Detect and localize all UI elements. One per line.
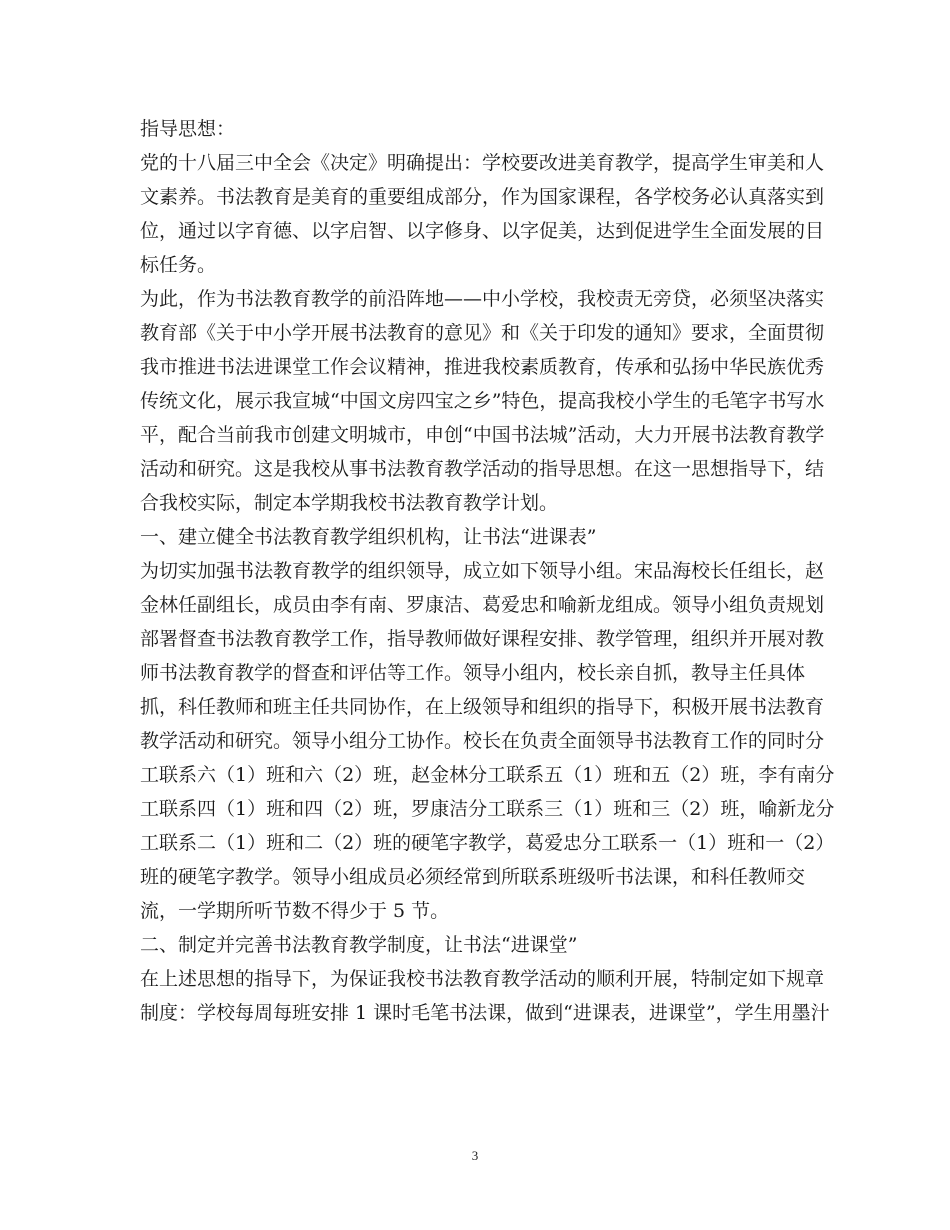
text-line: 班的硬笔字教学。领导小组成员必须经常到所联系班级听书法课，和科任教师交 [140,866,806,888]
text-line: 党的十八届三中全会《决定》明确提出：学校要改进美育教学，提高学生审美和人 [140,152,825,174]
text-line: 传统文化，展示我宣城“中国文房四宝之乡”特色，提高我校小学生的毛笔字书写水 [140,390,825,412]
text-line: 流，一学期所听节数不得少于 5 节。 [140,900,450,922]
text-line: 教学活动和研究。领导小组分工协作。校长在负责全面领导书法教育工作的同时分 [140,730,825,752]
text-line: 为切实加强书法教育教学的组织领导，成立如下领导小组。宋品海校长任组长，赵 [140,560,825,582]
text-line: 教育部《关于中小学开展书法教育的意见》和《关于印发的通知》要求，全面贯彻 [140,322,825,344]
text-line: 一、建立健全书法教育教学组织机构，让书法“进课表” [140,526,597,548]
text-line: 位，通过以字育德、以字启智、以字修身、以字促美，达到促进学生全面发展的目 [140,220,825,242]
text-line: 在上述思想的指导下，为保证我校书法教育教学活动的顺利开展，特制定如下规章 [140,968,825,990]
text-line: 平，配合当前我市创建文明城市，申创“中国书法城”活动，大力开展书法教育教学 [140,424,825,446]
text-line: 金林任副组长，成员由李有南、罗康洁、葛爱忠和喻新龙组成。领导小组负责规划 [140,594,825,616]
text-line: 工联系二（1）班和二（2）班的硬笔字教学，葛爱忠分工联系一（1）班和一（2） [140,832,835,854]
text-line: 标任务。 [140,254,217,276]
text-line: 为此，作为书法教育教学的前沿阵地——中小学校，我校责无旁贷，必须坚决落实 [140,288,825,310]
text-line: 文素养。书法教育是美育的重要组成部分，作为国家课程，各学校务必认真落实到 [140,186,825,208]
text-line: 师书法教育教学的督查和评估等工作。领导小组内，校长亲自抓，教导主任具体 [140,662,806,684]
text-line: 工联系四（1）班和四（2）班，罗康洁分工联系三（1）班和三（2）班，喻新龙分 [140,798,835,820]
text-line: 抓，科任教师和班主任共同协作，在上级领导和组织的指导下，积极开展书法教育 [140,696,825,718]
page-number: 3 [471,1148,479,1163]
document-body [140,112,835,1030]
text-line: 工联系六（1）班和六（2）班，赵金林分工联系五（1）班和五（2）班，李有南分 [140,764,835,786]
text-line: 活动和研究。这是我校从事书法教育教学活动的指导思想。在这一思想指导下，结 [140,458,825,480]
text-line: 制度：学校每周每班安排 1 课时毛笔书法课，做到“进课表，进课堂”，学生用墨汁 [140,1002,830,1024]
text-line: 我市推进书法进课堂工作会议精神，推进我校素质教育，传承和弘扬中华民族优秀 [140,356,825,378]
text-line: 合我校实际，制定本学期我校书法教育教学计划。 [140,492,559,514]
text-line: 二、制定并完善书法教育教学制度，让书法“进课堂” [140,934,578,956]
text-line: 部署督查书法教育教学工作，指导教师做好课程安排、教学管理，组织并开展对教 [140,628,825,650]
text-line: 指导思想： [140,118,236,140]
